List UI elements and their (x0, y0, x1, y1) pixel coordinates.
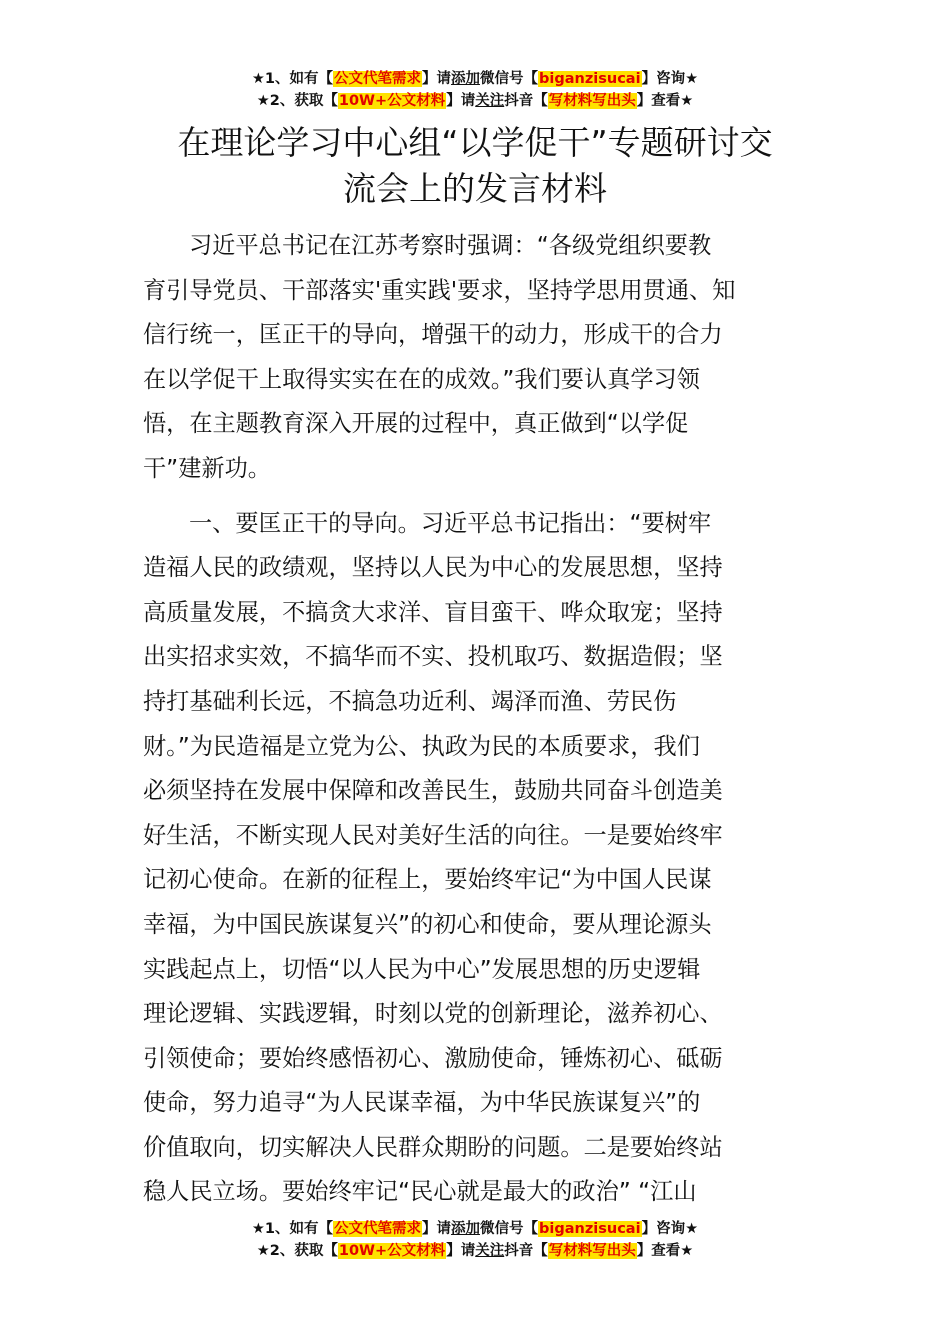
banner-text: 】咨询★ (641, 71, 699, 87)
paragraph-line: 造福人民的政绩观，坚持以人民为中心的发展思想，坚持 (143, 554, 723, 582)
banner-text: ★1、如有【 (251, 71, 334, 87)
paragraph-line: 持打基础利长远，不搞急功近利、竭泽而渔、劳民伤 (143, 687, 677, 715)
paragraph-line: 使命，努力追寻“为人民谋幸福，为中华民族谋复兴”的 (143, 1089, 701, 1117)
paragraph-line: 习近平总书记在江苏考察时强调：“各级党组织要教 (189, 232, 712, 259)
paragraph-line: 实践起点上，切悟“以人民为中心”发展思想的历史逻辑 (143, 955, 701, 983)
paragraph-line: 高质量发展，不搞贪大求洋、盲目蛮干、哗众取宠；坚持 (143, 598, 723, 626)
title-line: 流会上的发言材料 (343, 169, 607, 208)
banner-line-2 (0, 1240, 950, 1262)
underlined-text: 添加 (451, 1221, 481, 1237)
banner-text: 抖音【 (504, 93, 548, 109)
paragraph-line: 必须坚持在发展中保障和改善民生，鼓励共同奋斗创造美 (143, 777, 723, 805)
banner-line-1 (0, 1218, 950, 1240)
paragraph-line: 幸福，为中国民族谋复兴”的初心和使命，要从理论源头 (143, 910, 712, 938)
underlined-text: 关注 (475, 1243, 505, 1259)
banner-text: 】请 (422, 1221, 452, 1237)
wechat-id-highlight: biganzisucai (539, 1221, 641, 1237)
paragraph-line: 理论逻辑、实践逻辑，时刻以党的创新理论，滋养初心、 (143, 1000, 723, 1028)
banner-line-1 (0, 68, 950, 90)
banner-text: 】查看★ (636, 1243, 694, 1259)
banner-text: ★1、如有【 (251, 1221, 334, 1237)
banner-text: 】请 (446, 93, 476, 109)
banner-text: 抖音【 (504, 1243, 548, 1259)
title-line: 在理论学习中心组“以学促干”专题研讨交 (177, 123, 773, 162)
footer-banner (0, 1218, 950, 1262)
paragraph-line: 引领使命；要始终感悟初心、激励使命，锤炼初心、砥砺 (143, 1044, 723, 1072)
banner-text: 微信号【 (480, 71, 539, 87)
douyin-id-highlight: 写材料写出头 (548, 93, 636, 109)
highlight-text: 公文代笔需求 (334, 1221, 422, 1237)
paragraph-line: 一、要匡正干的导向。习近平总书记指出：“要树牢 (189, 509, 712, 537)
paragraph-line: 信行统一，匡正干的导向，增强干的动力，形成干的合力 (143, 321, 723, 349)
highlight-text: 公文代笔需求 (334, 71, 422, 87)
paragraph-line: 出实招求实效，不搞华而不实、投机取巧、数据造假；坚 (143, 643, 723, 671)
banner-text: 】查看★ (636, 93, 694, 109)
banner-text: 】请 (446, 1243, 476, 1259)
paragraph-line: 在以学促干上取得实实在在的成效。”我们要认真学习领 (143, 365, 700, 393)
underlined-text: 关注 (475, 93, 505, 109)
banner-text: ★2、获取【 (256, 1243, 338, 1259)
douyin-id-highlight: 写材料写出头 (548, 1243, 636, 1259)
header-banner (0, 68, 950, 112)
banner-text: 微信号【 (480, 1221, 539, 1237)
banner-text: 】咨询★ (641, 1221, 699, 1237)
paragraph-line: 价值取向，切实解决人民群众期盼的问题。二是要始终站 (143, 1133, 723, 1161)
banner-text: 】请 (422, 71, 452, 87)
paragraph-line: 好生活，不断实现人民对美好生活的向往。一是要始终牢 (143, 821, 723, 849)
paragraph-line: 悟，在主题教育深入开展的过程中，真正做到“以学促 (143, 410, 689, 438)
banner-line-2 (0, 90, 950, 112)
paragraph-line: 记初心使命。在新的征程上，要始终牢记“为中国人民谋 (143, 866, 712, 894)
paragraph-gap (143, 492, 807, 502)
paragraph-line: 干”建新功。 (143, 454, 271, 482)
document-body (143, 224, 807, 1215)
banner-text: ★2、获取【 (256, 93, 338, 109)
paragraph-line: 稳人民立场。要始终牢记“民心就是最大的政治” “江山 (143, 1178, 697, 1206)
highlight-text: 10W+公文材料 (338, 1243, 446, 1259)
paragraph-line: 财。”为民造福是立党为公、执政为民的本质要求，我们 (143, 732, 700, 760)
underlined-text: 添加 (451, 71, 481, 87)
wechat-id-highlight: biganzisucai (539, 71, 641, 87)
paragraph-line: 育引导党员、干部落实'重实践'要求，坚持学思用贯通、知 (143, 276, 736, 304)
document-title (140, 120, 810, 212)
highlight-text: 10W+公文材料 (338, 93, 446, 109)
